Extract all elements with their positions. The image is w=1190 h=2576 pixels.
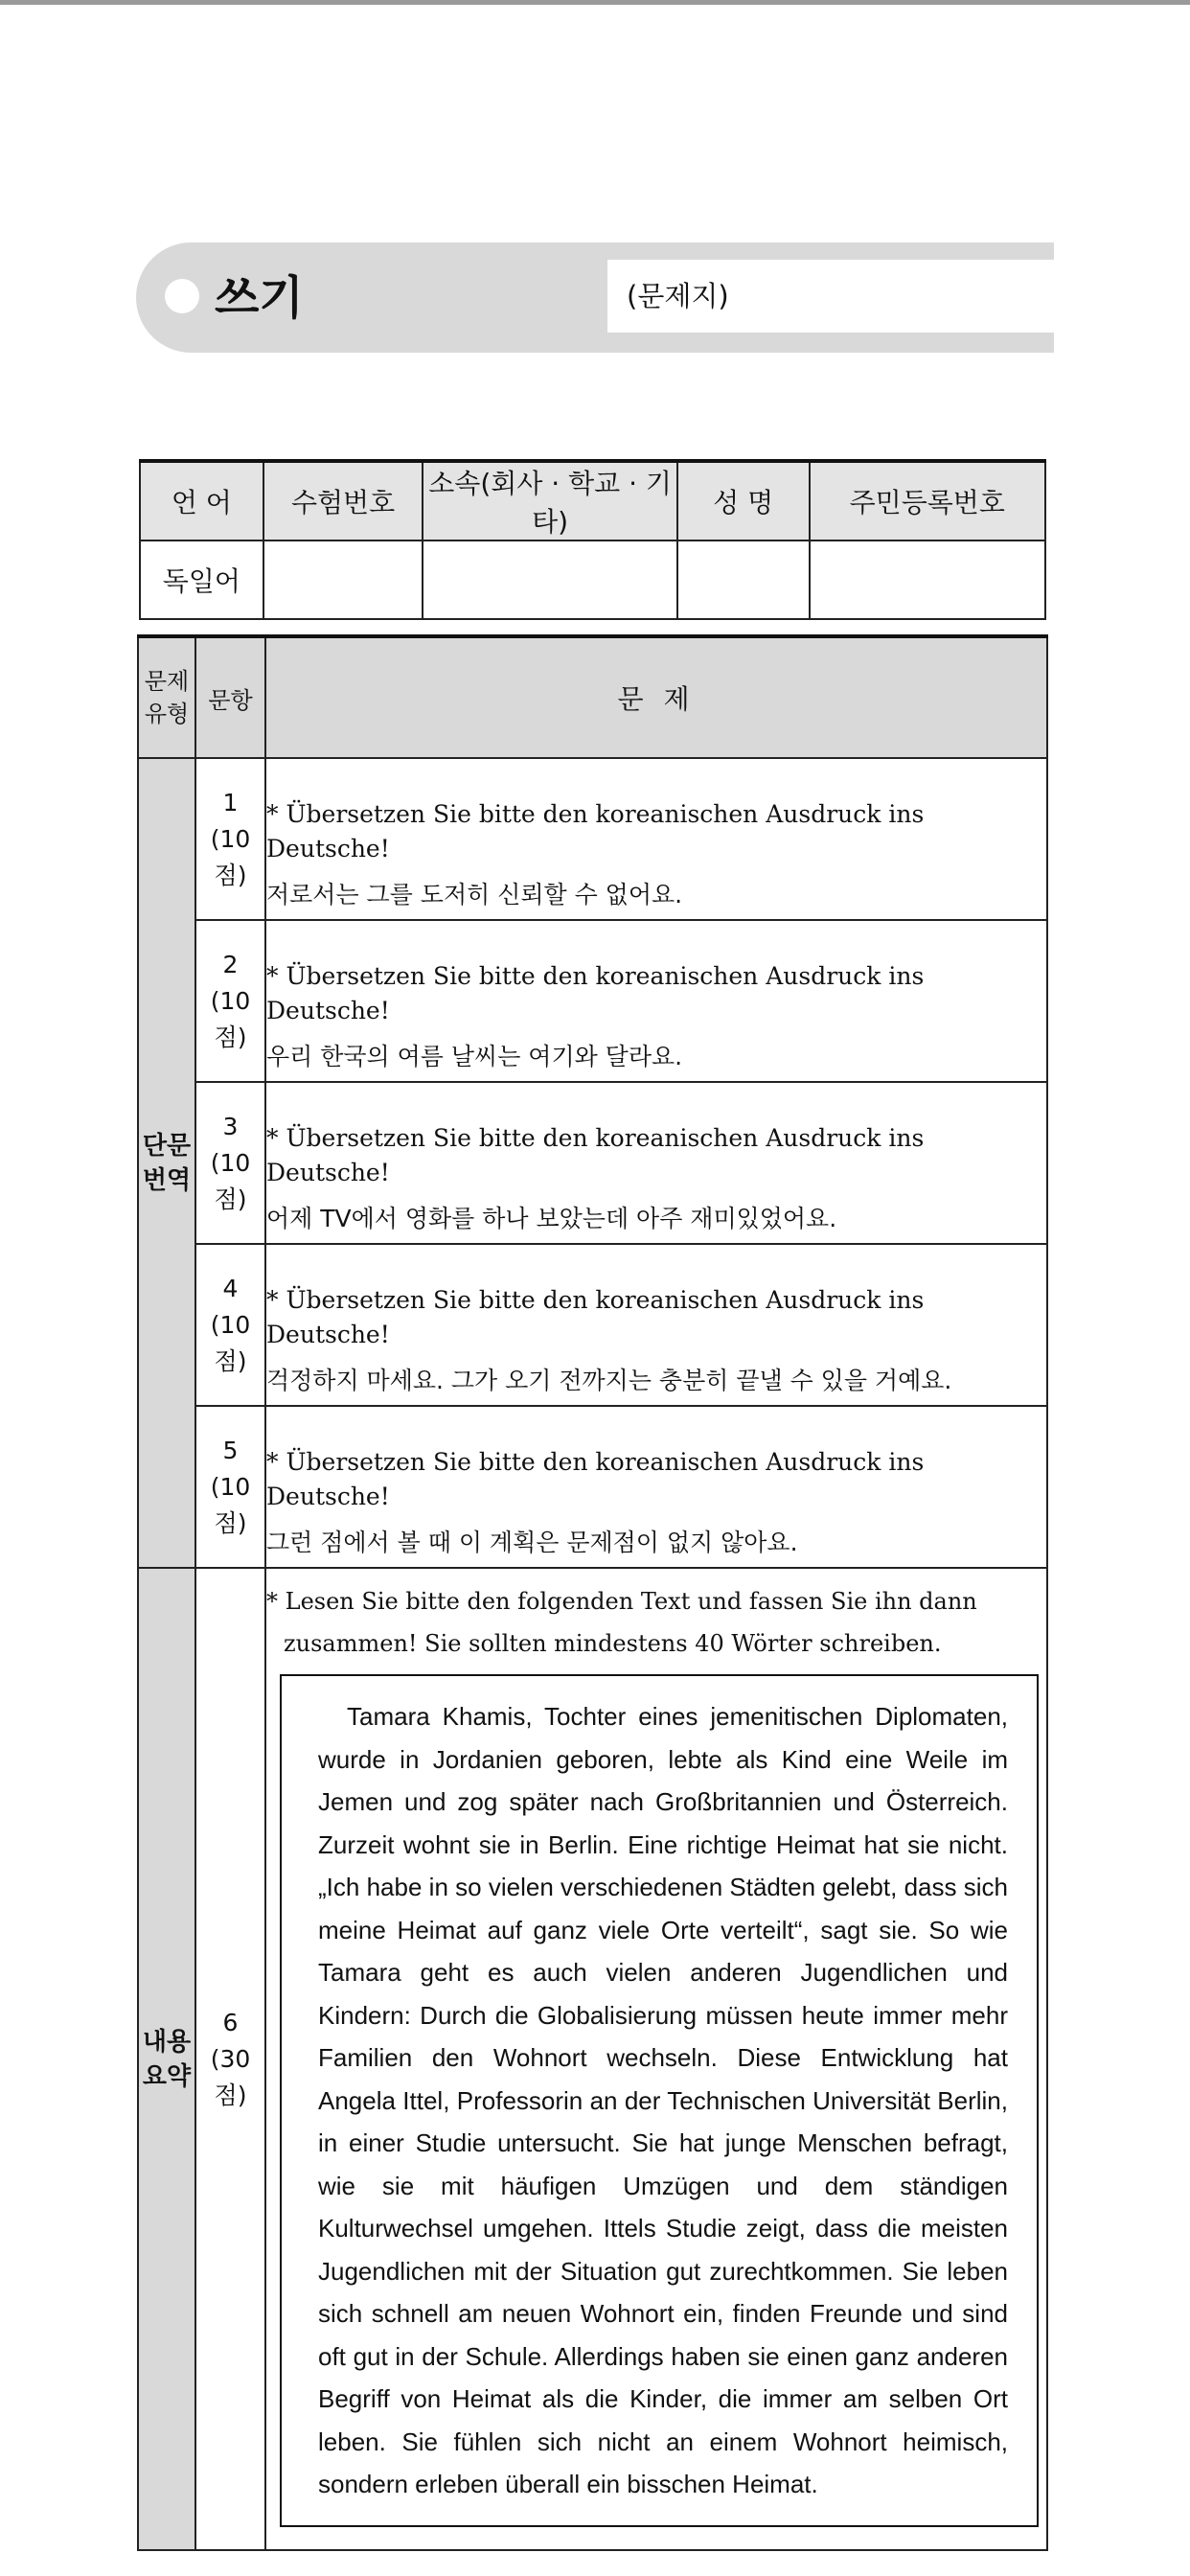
question-cell (265, 920, 1047, 1082)
header-question-type-line2: 유형 (144, 701, 190, 727)
item-number-cell (195, 1082, 265, 1244)
item-number: 5 (222, 1436, 239, 1464)
question-cell (265, 758, 1047, 920)
item-number-cell (195, 758, 265, 920)
resident-number-field[interactable] (810, 540, 1045, 619)
type-content-summary-line2: 요약 (142, 2061, 192, 2091)
section-subtitle: (문제지) (607, 260, 1054, 333)
question-instruction: * Übersetzen Sie bitte den koreanischen Ausdruck ins Deutsche! (266, 1124, 925, 1186)
question-table (137, 634, 1048, 2551)
header-exam-number: 수험번호 (263, 461, 423, 540)
question-cell (265, 1406, 1047, 1568)
question-instruction: * Übersetzen Sie bitte den koreanischen Ausdruck ins Deutsche! (266, 800, 925, 862)
header-question-type (138, 636, 195, 758)
question-cell (265, 1244, 1047, 1406)
header-item: 문항 (195, 636, 265, 758)
item-number-cell (195, 920, 265, 1082)
item-number: 4 (222, 1274, 239, 1302)
question-instruction: * Übersetzen Sie bitte den koreanischen Ausdruck ins Deutsche! (266, 962, 925, 1024)
item-number: 6 (222, 2008, 239, 2036)
question-korean-sentence: 저로서는 그를 도저히 신뢰할 수 없어요. (266, 881, 683, 908)
header-question: 문 제 (265, 636, 1047, 758)
header-name: 성 명 (677, 461, 810, 540)
item-points: (10점) (210, 824, 251, 889)
section-banner (136, 242, 1054, 353)
top-border-line (0, 0, 1190, 5)
type-content-summary (138, 1568, 195, 2550)
question-korean-sentence: 우리 한국의 여름 날씨는 여기와 달라요. (266, 1043, 683, 1070)
item-number-cell (195, 1244, 265, 1406)
header-language: 언 어 (140, 461, 263, 540)
item-number: 2 (222, 950, 239, 978)
item-points: (10점) (210, 1310, 251, 1375)
item-number-cell (195, 1568, 265, 2550)
affiliation-field[interactable] (423, 540, 676, 619)
header-question-type-line1: 문제 (144, 668, 190, 695)
question-korean-sentence: 어제 TV에서 영화를 하나 보았는데 아주 재미있었어요. (266, 1205, 837, 1232)
question-cell (265, 1082, 1047, 1244)
type-content-summary-line1: 내용 (142, 2027, 192, 2057)
question-instruction: * Übersetzen Sie bitte den koreanischen Ausdruck ins Deutsche! (266, 1448, 925, 1510)
question-instruction: * Übersetzen Sie bitte den koreanischen Ausdruck ins Deutsche! (266, 1286, 925, 1348)
summary-passage-text: Tamara Khamis, Tochter eines jemenitischen Diplomaten, wurde in Jordanien geboren, lebte als Kind eine Weile im Jemen und zog später nach Großbritannien und Österreich. Zurzeit wohnt sie in Berlin. Eine richtige Heimat hat sie nicht. „Ich habe in so vielen verschiedenen Städten gelebt, dass sich meine Heimat auf ganz viele Orte verteilt“, sagt sie. So wie Tamara geht es auch vielen anderen Jugendlichen und Kindern: Durch die Globalisierung müssen heute immer mehr Familien den Wohnort wechseln. Diese Entwicklung hat Angela Ittel, Professorin an der Technischen Universität Berlin, in einer Studie untersucht. Sie hat junge Menschen befragt, wie sie mit häufigen Umzügen und dem ständigen Kulturwechsel umgehen. Ittels Studie zeigt, dass die meisten Jugendlichen mit der Situation gut zurechtkommen. Sie leben sich schnell am neuen Wohnort ein, finden Freunde und sind oft gut in der Schule. Allerdings haben sie einen ganz anderen Begriff von Heimat als die Kinder, die immer am selben Ort leben. Sie fühlen sich nicht an einem Wohnort heimisch, sondern erleben überall ein bisschen Heimat. (318, 1702, 1008, 2498)
item-number: 1 (222, 788, 239, 816)
name-field[interactable] (677, 540, 810, 619)
item-points: (30점) (210, 2044, 251, 2109)
summary-instruction: * Lesen Sie bitte den folgenden Text und fassen Sie ihn dann zusammen! Sie sollten mindestens 40 Wörter schreiben. (266, 1588, 977, 1657)
item-number: 3 (222, 1112, 239, 1140)
item-points: (10점) (210, 1148, 251, 1213)
type-short-translation-line2: 번역 (142, 1165, 192, 1195)
exam-number-field[interactable] (263, 540, 423, 619)
header-affiliation: 소속(회사 · 학교 · 기타) (423, 461, 676, 540)
type-short-translation (138, 758, 195, 1568)
header-resident-number: 주민등록번호 (810, 461, 1045, 540)
question-korean-sentence: 그런 점에서 볼 때 이 계획은 문제점이 없지 않아요. (266, 1529, 798, 1556)
summary-passage-box (280, 1674, 1039, 2527)
item-points: (10점) (210, 986, 251, 1051)
candidate-info-table (139, 459, 1046, 620)
item-number-cell (195, 1406, 265, 1568)
question-korean-sentence: 걱정하지 마세요. 그가 오기 전까지는 충분히 끝낼 수 있을 거예요. (266, 1367, 952, 1394)
type-short-translation-line1: 단문 (142, 1131, 192, 1161)
bullet-dot-icon (165, 279, 199, 313)
section-title: 쓰기 (215, 271, 304, 325)
item-points: (10점) (210, 1472, 251, 1537)
summary-question-cell (265, 1568, 1047, 2550)
language-value: 독일어 (140, 540, 263, 619)
